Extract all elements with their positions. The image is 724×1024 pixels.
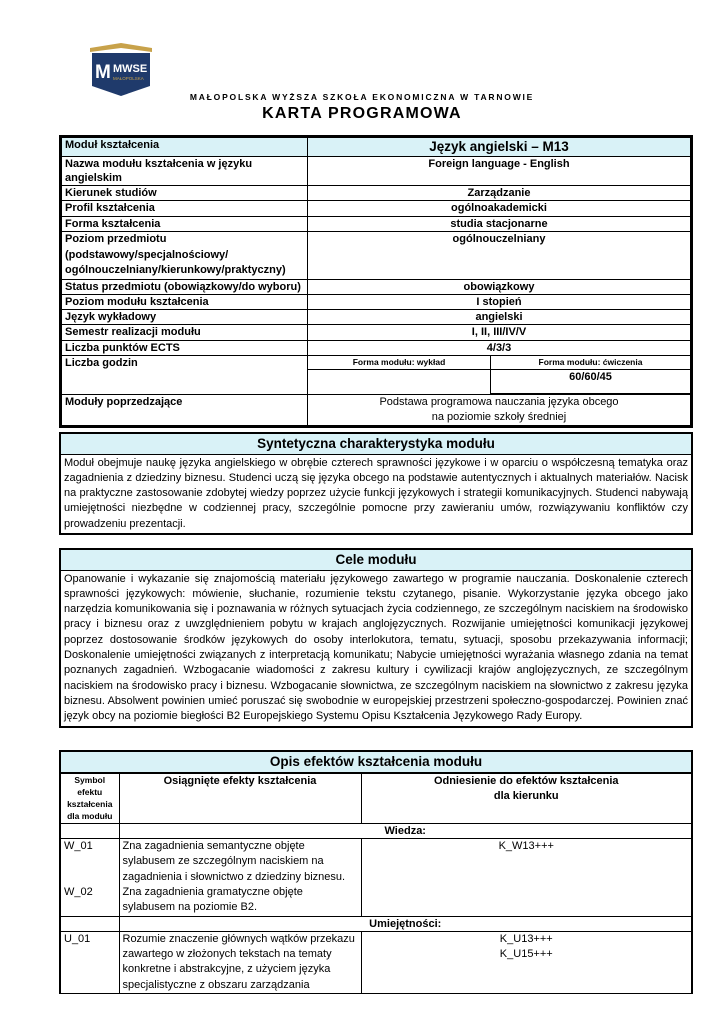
program-row-value: 4/3/3 — [308, 340, 691, 355]
goals-title: Cele modułu — [61, 550, 691, 571]
effects-table — [61, 773, 691, 995]
program-row — [62, 156, 691, 186]
effect-symbol: W_01 — [64, 840, 93, 853]
col-symbol-header: Symbol efektu kształcenia dla modułu — [61, 773, 119, 823]
effect-reference — [361, 931, 691, 993]
program-row-value: ogólnoakademicki — [308, 201, 691, 216]
col-reference-line: dla kierunku — [493, 789, 559, 802]
col-achieved-header: Osiągnięte efekty kształcenia — [119, 773, 361, 823]
program-row — [62, 310, 691, 325]
effect-reference-line: K_U13+++ — [499, 932, 553, 945]
program-row-label: Forma kształcenia — [62, 216, 308, 231]
skills-label: Umiejętności: — [119, 916, 691, 931]
program-card — [59, 135, 693, 428]
goals-text: Opanowanie i wykazanie się znajomością materiału językowego zawartego w programie nauczania. Doskonalenie czterech sprawności językowych: mówienie, słuchanie, rozumienie tekstu czytanego, pisanie. Wykorzystanie języka obcego jako narzędzia komunikowania się i poznawania w różnych sytuacjach życia codziennego, ze szczególnym naciskiem na środowisko pracy i biznesu oraz z uwzględnieniem pobytu w krajach anglojęzycznych. Rozwijanie umiejętności komunikacji językowej poprzez dostosowanie środków językowych do osoby interlokutora, tematu, sytuacji, sposobu przekazywania informacji; Doskonalenie umiejętności związanych z interpretacją komunikatu; Nabycie umiejętności wyrażania własnego zdania na temat poznanych zagadnień. Wzbogacanie wiadomości z zakresu kultury i cywilizacji krajów anglojęzycznych, ze szczególnym naciskiem na środowisko pracy i biznesu. Wzbogacanie słownictwa, ze szczególnym naciskiem na słownictwo z zakresu języka biznesu. Absolwent powinien umieć poruszać się swobodnie w europejskiej przestrzeni społeczno-gospodarczej. Powinien znać język obcy na poziomie biegłości B2 Europejskiego Systemu Opisu Kształcenia Językowego Rady Europy. — [64, 572, 688, 723]
knowledge-texts — [119, 839, 361, 916]
program-row — [62, 340, 691, 355]
prereq-value — [308, 395, 691, 426]
prereq-row — [62, 395, 691, 426]
knowledge-label: Wiedza: — [119, 823, 691, 838]
prereq-label: Moduły poprzedzające — [62, 395, 308, 426]
synthesis-title: Syntetyczna charakterystyka modułu — [61, 434, 691, 455]
program-row-label: Semestr realizacji modułu — [62, 325, 308, 340]
program-row — [62, 279, 691, 294]
hours-lecture-value — [308, 370, 491, 395]
synthesis-section — [59, 432, 693, 535]
hours-header-row — [62, 356, 691, 370]
level-label: Poziom przedmiotu (podstawowy/specjalnościowy/ ogólnouczelniany/kierunkowy/praktyczny) — [62, 232, 308, 280]
knowledge-category-row — [61, 823, 691, 838]
col-reference-line: Odniesienie do efektów kształcenia — [433, 774, 619, 787]
level-row — [62, 232, 691, 280]
program-row — [62, 186, 691, 201]
prereq-value-line: na poziomie szkoły średniej — [431, 411, 567, 424]
effect-symbol: U_01 — [61, 931, 119, 993]
level-value: ogólnouczelniany — [308, 232, 691, 280]
program-row-value: Zarządzanie — [308, 186, 691, 201]
program-row-value: Foreign language - English — [308, 156, 691, 186]
program-row — [62, 216, 691, 231]
hours-exercise-header: Forma modułu: ćwiczenia — [491, 356, 691, 370]
hours-label: Liczba godzin — [62, 356, 308, 395]
logo-subtext: MAŁOPOLSKA — [113, 76, 144, 81]
knowledge-symbols — [61, 839, 119, 916]
school-name: MAŁOPOLSKA WYŻSZA SZKOŁA EKONOMICZNA W TARNOWIE — [189, 92, 535, 102]
goals-section — [59, 548, 693, 728]
school-logo-graphic — [86, 42, 156, 98]
skills-category-row — [61, 916, 691, 931]
module-value: Język angielski – M13 — [308, 138, 691, 157]
program-row — [62, 294, 691, 309]
effects-title: Opis efektów kształcenia modułu — [61, 752, 691, 773]
effect-reference-line: K_U15+++ — [499, 948, 553, 961]
effect-text: Zna zagadnienia semantyczne objęte sylabusem ze szczególnym naciskiem na zagadnienia i słownictwo z dziedziny biznesu. — [122, 840, 346, 883]
knowledge-row — [61, 839, 691, 916]
program-row-value: obowiązkowy — [308, 279, 691, 294]
module-label: Moduł kształcenia — [62, 138, 308, 157]
module-row — [62, 138, 691, 157]
hours-lecture-header: Forma modułu: wykład — [308, 356, 491, 370]
skills-row — [61, 931, 691, 993]
program-row-label: Liczba punktów ECTS — [62, 340, 308, 355]
document-title: KARTA PROGRAMOWA — [262, 105, 462, 122]
effect-text: Rozumie znaczenie głównych wątków przekazu zawartego w złożonych tekstach na tematy konkretne i abstrakcyjne, z użyciem języka specjalistyczne z obszaru zarządzania — [119, 931, 361, 993]
program-row-label: Status przedmiotu (obowiązkowy/do wyboru) — [62, 279, 308, 294]
synthesis-text: Moduł obejmuje naukę języka angielskiego w obrębie czterech sprawności językowe i w oparciu o współczesną tematyka oraz zagadnienia z dziedziny biznesu. Studenci uczą się języka obcego na podstawie autentycznych i aktualnych materiałów. Nacisk na praktyczne zastosowanie zdobytej wiedzy poprzez użycie funkcji językowych i strategii komunikacyjnych. Studenci nabywają umiejętności niezbędne w codziennej pracy, szczególnie pomocne przy zawieraniu umów, rozwiązywaniu konfliktów czy prowadzeniu prezentacji. — [64, 456, 688, 530]
effects-section — [59, 750, 693, 994]
program-row-label: Poziom modułu kształcenia — [62, 294, 308, 309]
program-row — [62, 201, 691, 216]
program-row-value: I, II, III/IV/V — [308, 325, 691, 340]
col-reference-header — [361, 773, 691, 823]
school-logo — [86, 42, 156, 98]
program-row-label: Profil kształcenia — [62, 201, 308, 216]
effect-text: Zna zagadnienia gramatyczne objęte sylabusem na poziomie B2. — [122, 885, 303, 914]
effect-reference: K_W13+++ — [361, 839, 691, 916]
program-row-value: studia stacjonarne — [308, 216, 691, 231]
program-row-label: Język wykładowy — [62, 310, 308, 325]
program-row-label: Nazwa modułu kształcenia w języku angielskim — [62, 156, 308, 186]
logo-text: MWSE — [113, 63, 148, 75]
program-row-label: Kierunek studiów — [62, 186, 308, 201]
effects-header-row — [61, 773, 691, 823]
program-row-value: I stopień — [308, 294, 691, 309]
hours-exercise-value: 60/60/45 — [491, 370, 691, 394]
prereq-value-line: Podstawa programowa nauczania języka obcego — [379, 396, 619, 409]
program-row-value: angielski — [308, 310, 691, 325]
effect-symbol: W_02 — [64, 885, 93, 898]
program-row — [62, 325, 691, 340]
svg-text:M: M — [95, 62, 111, 83]
